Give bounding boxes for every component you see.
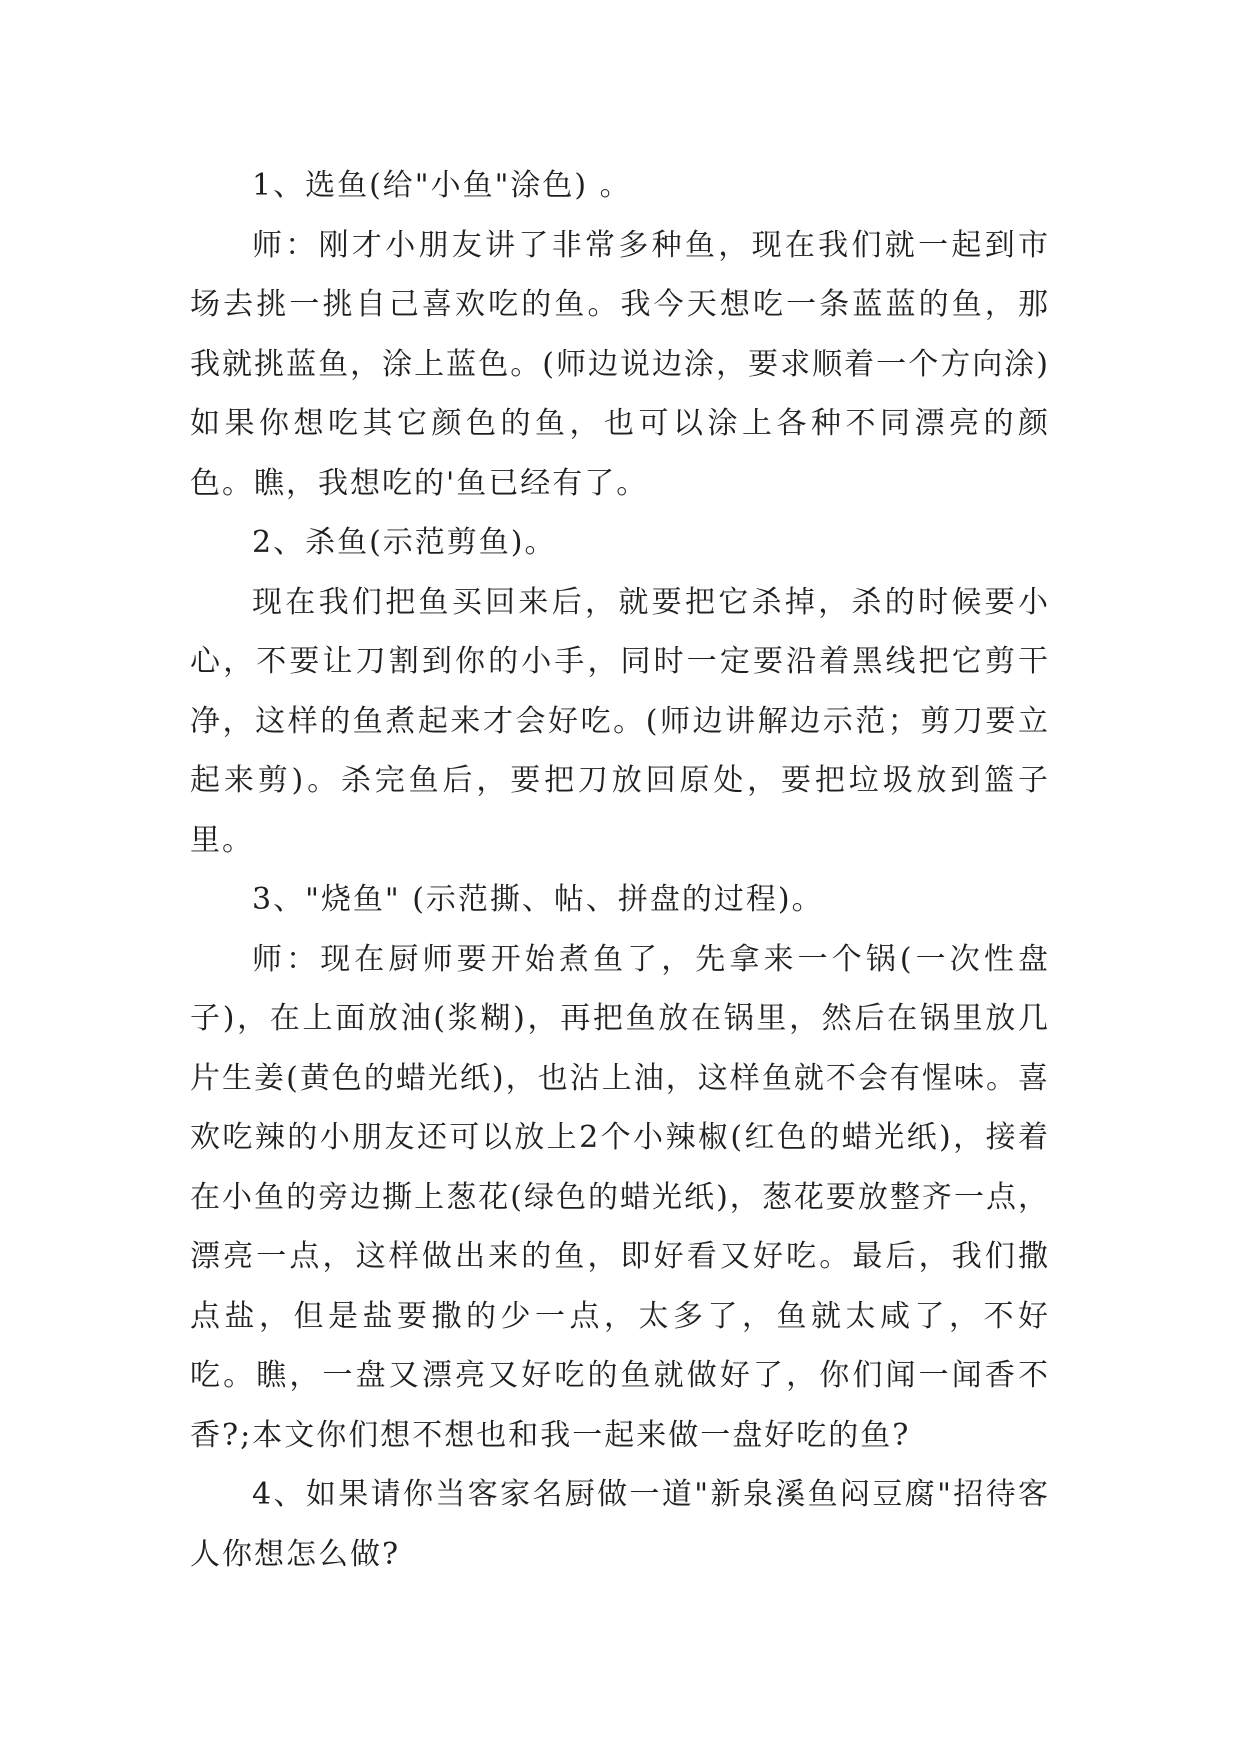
step-2-heading: 2、杀鱼(示范剪鱼)。: [252, 525, 557, 560]
step-1-paragraph: 师：刚才小朋友讲了非常多种鱼，现在我们就一起到市场去挑一挑自己喜欢吃的鱼。我今天想吃一条蓝蓝的鱼，那我就挑蓝鱼，涂上蓝色。(师边说边涂，要求顺着一个方向涂)如果你想吃其它颜色的鱼，也可以涂上各种不同漂亮的颜色。瞧，我想吃的'鱼已经有了。: [190, 227, 1050, 501]
step-4-paragraph: 4、如果请你当客家名厨做一道"新泉溪鱼闷豆腐"招待客人你想怎么做?: [190, 1477, 1050, 1572]
step-1-heading: 1、选鱼(给"小鱼"涂色) 。: [252, 168, 632, 203]
document-body: [190, 156, 1050, 1584]
step-3-paragraph: 师：现在厨师要开始煮鱼了，先拿来一个锅(一次性盘子)，在上面放油(浆糊)，再把鱼放在锅里，然后在锅里放几片生姜(黄色的蜡光纸)，也沾上油，这样鱼就不会有惺味。喜欢吃辣的小朋友还可以放上2个小辣椒(红色的蜡光纸)，接着在小鱼的旁边撕上葱花(绿色的蜡光纸)，葱花要放整齐一点，漂亮一点，这样做出来的鱼，即好看又好吃。最后，我们撒点盐，但是盐要撒的少一点，太多了，鱼就太咸了，不好吃。瞧，一盘又漂亮又好吃的鱼就做好了，你们闻一闻香不香?;本文你们想不想也和我一起来做一盘好吃的鱼?: [190, 941, 1050, 1453]
step-3-heading: 3、"烧鱼" (示范撕、帖、拼盘的过程)。: [252, 882, 824, 917]
step-2-paragraph: 现在我们把鱼买回来后，就要把它杀掉，杀的时候要小心，不要让刀割到你的小手，同时一定要沿着黑线把它剪干净，这样的鱼煮起来才会好吃。(师边讲解边示范；剪刀要立起来剪)。杀完鱼后，要把刀放回原处，要把垃圾放到篮子里。: [190, 584, 1050, 858]
